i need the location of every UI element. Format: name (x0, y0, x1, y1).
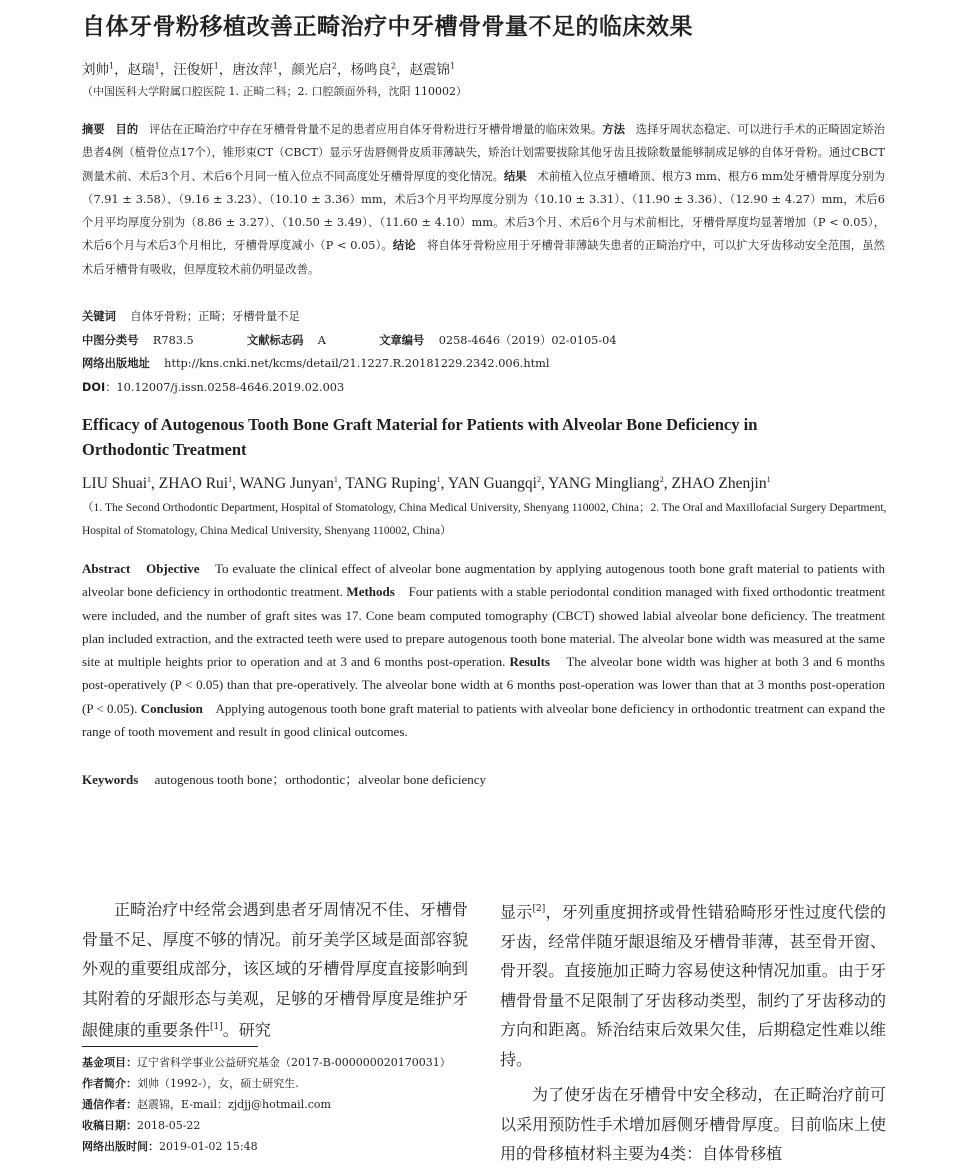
body-text: 。研究 (222, 1020, 271, 1040)
en-author-name: WANG Junyan (239, 475, 334, 493)
en-author-affil-mark: 1 (436, 475, 441, 484)
keywords-value: 自体牙骨粉；正畸；牙槽骨量不足 (130, 310, 300, 323)
methods-en-text: Four patients with a stable periodontal condition managed with fixed orthodontic treatment were included, and the number of graft sites was 17. Cone beam computed tomography (CBCT) showed labial alveolar bone deficiency. The treatment plan included extraction, and the extracted teeth were used to prepare autogenous tooth bone material. The alveolar bone width was measured at the same site at multiple heights prior to operation and at 3 and 6 months post-operation. (82, 584, 885, 670)
clc-label: 中图分类号 (82, 334, 139, 347)
conclusion-text: 将自体牙骨粉应用于牙槽骨菲薄缺失患者的正畸治疗中，可以扩大牙齿移动安全范围，虽然术后牙槽骨有吸收，但厚度较术前仍明显改善。 (82, 239, 885, 276)
online-address (82, 355, 550, 371)
author-affil-mark: 1 (154, 61, 160, 71)
en-author-affil-mark: 1 (228, 475, 233, 484)
en-author-affil-mark: 2 (659, 475, 664, 484)
online-label: 网络出版地址 (82, 357, 150, 370)
keywords-label: 关键词 (82, 310, 116, 323)
en-author-name: TANG Ruping (345, 475, 437, 493)
doi-value[interactable]: ：10.12007/j.issn.0258-4646.2019.02.003 (105, 381, 345, 394)
body-text: 为了使牙齿在牙槽骨中安全移动，在正畸治疗前可以采用预防性手术增加唇侧牙槽骨厚度。目前临床上使用的骨移植材料主要为4类：自体骨移植 (500, 1085, 886, 1164)
body-column-1 (82, 895, 468, 1045)
body-paragraph (500, 1080, 886, 1169)
abstract-cn (82, 118, 885, 281)
methods-text: 选择牙周状态稳定、可以进行手术的正畸固定矫治患者4例（植骨位点17个），锥形束CT（CBCT）显示牙齿唇侧骨皮质菲薄缺失，矫治计划需要拔除其他牙齿且拔除数量能够制成足够的自体牙骨粉。通过CBCT测量术前、术后3个月、术后6个月同一植入位点不同高度处牙槽骨厚度的变化情况。 (82, 123, 885, 183)
english-author-list: LIU Shuai$^1$, ZHAO Rui$^1$, WANG Junyan$^1$, TANG Ruping$^1$, YAN Guangqi$^2$, YANG Mingliang$^2$, ZHAO Zhenjin$^1$ (82, 475, 771, 493)
doc-code-value: A (317, 334, 326, 347)
conclusion-en-label: Conclusion (140, 700, 203, 716)
results-en-label: Results (509, 654, 550, 670)
footnote-online-time: 网络出版时间：2019-01-02 15:48 (82, 1140, 258, 1153)
keywords-en (82, 769, 486, 788)
en-author-name: ZHAO Zhenjin (671, 475, 767, 493)
keywords-cn (82, 308, 300, 324)
doi-row (82, 379, 344, 395)
conclusion-en-text: Applying autogenous tooth bone graft material to patients with alveolar bone deficiency in orthodontic treatment can expand the range of tooth movement and result in good clinical outcomes. (82, 700, 885, 740)
results-text: 术前植入位点牙槽嵴顶、根方3 mm、根方6 mm处牙槽骨厚度分别为（7.91 ± 3.58）、（9.16 ± 3.23）、（10.10 ± 3.36）mm，术后3个月平均厚度分别为（10.10 ± 3.31）、（11.90 ± 3.36）、（12.90 ± 4.27）mm，术后6个月平均厚度分别为（8.86 ± 3.27）、（10.50 ± 3.49）、（11.60 ± 4.10）mm。术后3个月、术后6个月与术前相比，牙槽骨厚度均显著增加（P < 0.05），术后6个月与术后3个月相比，牙槽骨厚度减小（P < 0.05）。 (82, 169, 885, 253)
methods-en-label: Methods (346, 584, 395, 600)
en-author-name: ZHAO Rui (158, 475, 229, 493)
paper-title: 自体牙骨粉移植改善正畸治疗中牙槽骨骨量不足的临床效果 (82, 14, 693, 40)
author-name: 汪俊妍 (173, 62, 214, 78)
footnote-author-bio: 作者简介：刘帅（1992-），女，硕士研究生. (82, 1077, 299, 1090)
author-name: 唐汝萍 (232, 62, 273, 78)
author-affil-mark: 1 (272, 61, 278, 71)
body-text: 正畸治疗中经常会遇到患者牙周情况不佳、牙槽骨骨量不足、厚度不够的情况。前牙美学区域是面部容貌外观的重要组成部分，该区域的牙槽骨厚度直接影响到其附着的牙龈形态与美观，足够的牙槽骨厚度是维护牙龈健康的重要条件 (82, 900, 468, 1040)
author-name: 刘帅 (82, 62, 109, 78)
abstract-en (82, 557, 885, 743)
en-author-affil-mark: 2 (536, 475, 541, 484)
objective-label: 目的 (115, 123, 139, 136)
citation-ref[interactable]: [1] (210, 1022, 223, 1032)
en-author-affil-mark: 1 (766, 475, 771, 484)
en-author-affil-mark: 1 (147, 475, 152, 484)
classification-row (82, 332, 617, 348)
objective-en-text: To evaluate the clinical effect of alveolar bone augmentation by applying autogenous tooth bone graft material to patients with alveolar bone deficiency in orthodontic treatment. (82, 561, 886, 600)
article-no-value: 0258-4646（2019）02-0105-04 (438, 334, 617, 347)
author-affil-mark: 1 (213, 61, 219, 71)
keywords-en-label: Keywords (82, 772, 139, 787)
body-text: ，牙列重度拥挤或骨性错𬌗畸形牙性过度代偿的牙齿，经常伴随牙龈退缩及牙槽骨菲薄，甚至骨开窗、骨开裂。直接施加正畸力容易使这种情况加重。由于牙槽骨骨量不足限制了牙齿移动类型，制约了牙齿移动的方向和距离。矫治结束后效果欠佳，后期稳定性难以维持。 (500, 902, 886, 1069)
methods-label: 方法 (602, 123, 625, 136)
author-name: 杨鸣良 (350, 62, 391, 78)
footnote-corresponding: 通信作者：赵震锦，E-mail：zjdjj@hotmail.com (82, 1098, 331, 1111)
footnote-divider (82, 1046, 258, 1047)
author-name: 赵震锦 (409, 62, 451, 78)
english-title: Efficacy of Autogenous Tooth Bone Graft Material for Patients with Alveolar Bone Deficiency in Orthodontic Treatment (82, 415, 758, 459)
article-no-label: 文章编号 (379, 334, 425, 347)
conclusion-label: 结论 (392, 239, 416, 253)
results-en-text: The alveolar bone width was higher at both 3 and 6 months post-operatively (P < 0.05) than that pre-operatively. The alveolar bone width at 6 months post-operation was lower than that at 3 months post-operation (P < 0.05). (82, 654, 885, 716)
citation-ref[interactable]: [2] (532, 904, 546, 914)
english-affiliation: （1. The Second Orthodontic Department, Hospital of Stomatology, China Medical University, Shenyang 110002, China；2. The Oral and Maxillofacial Surgery Department, Hospital of Stomatology, China Medical University, Shenyang 110002, China） (82, 502, 887, 537)
author-name: 赵瑞 (127, 62, 155, 78)
keywords-en-value: autogenous tooth bone；orthodontic；alveolar bone deficiency (154, 772, 486, 787)
en-author-name: YANG Mingliang (548, 475, 660, 493)
footnote-received: 收稿日期：2018-05-22 (82, 1119, 201, 1132)
en-author-name: YAN Guangqi (447, 475, 537, 493)
author-affil-mark: 1 (109, 61, 115, 71)
body-paragraph (500, 895, 886, 1074)
en-author-affil-mark: 1 (333, 475, 338, 484)
online-url[interactable]: http://kns.cnki.net/kcms/detail/21.1227.R.20181229.2342.006.html (164, 357, 550, 370)
author-affil-mark: 2 (390, 61, 397, 71)
author-affil-mark: 2 (331, 61, 337, 71)
author-list: 刘帅$^1$，赵瑞$^1$，汪俊妍$^1$，唐汝萍$^1$，颜光启$^2$，杨鸣良$^2$，赵震锦$^1$ (82, 61, 456, 78)
doi-label: DOI (82, 381, 106, 394)
author-affil-mark: 1 (450, 61, 456, 71)
results-label: 结果 (503, 169, 527, 183)
clc-value: R783.5 (152, 334, 194, 347)
abstract-label: 摘要 (82, 123, 105, 136)
affiliation: （中国医科大学附属口腔医院 1. 正畸二科；2. 口腔颌面外科，沈阳 110002） (82, 85, 467, 98)
body-column-2 (500, 895, 886, 1169)
body-text: 显示 (500, 902, 533, 922)
doc-code-label: 文献标志码 (246, 334, 304, 347)
body-paragraph (82, 895, 468, 1045)
abstract-en-label: Abstract (82, 561, 131, 576)
footnote-funding: 基金项目：辽宁省科学事业公益研究基金（2017-B-000000020170031） (82, 1056, 451, 1069)
en-author-name: LIU Shuai (82, 475, 148, 493)
objective-en-label: Objective (146, 561, 200, 576)
author-name: 颜光启 (291, 62, 332, 78)
objective-text: 评估在正畸治疗中存在牙槽骨骨量不足的患者应用自体牙骨粉进行牙槽骨增量的临床效果。 (149, 123, 603, 136)
